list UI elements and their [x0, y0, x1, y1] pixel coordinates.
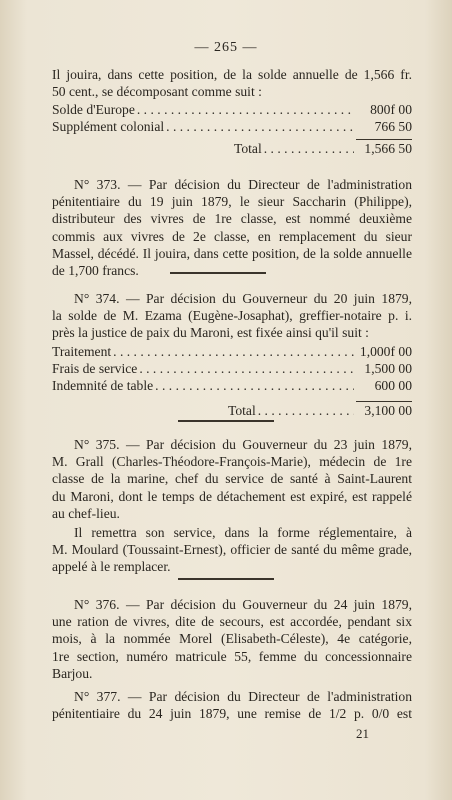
leader-dots [264, 140, 354, 157]
leader-dots [139, 360, 354, 377]
table-row [52, 377, 412, 394]
row-label: Traitement [52, 344, 112, 359]
text-line: appelé à le remplacer. [52, 559, 171, 575]
text-line: M. Grall (Charles-Théodore-François-Marie), médecin de 1re [52, 454, 412, 470]
text-line: pénitentiaire du 19 juin 1879, le sieur Saccharin (Philippe), [52, 194, 412, 210]
text-line: classe de la marine, chef du service de santé à Saint-Laurent [52, 471, 412, 487]
entry-373 [52, 176, 412, 279]
total-label: Total [228, 402, 256, 418]
row-label: Supplément colonial [52, 119, 165, 135]
text-line: du Maroni, dont le temps de détachement est expiré, est rappelé [52, 488, 412, 504]
leader-dots [155, 377, 354, 394]
text-line: de 1,700 francs. [52, 263, 139, 279]
text-line: N° 373. — Par décision du Directeur de l'administration [74, 177, 412, 192]
text-line: 1re section, numéro matricule 55, femme du concessionnaire [52, 648, 412, 664]
text-line: une ration de vivres, dite de secours, est accordée, pendant six [52, 614, 412, 630]
total-row [52, 139, 412, 157]
text-line: au chef-lieu. [52, 505, 120, 521]
total-label: Total [234, 141, 262, 157]
text-line: Il jouira, dans cette position, de la solde annuelle de 1,566 fr. [52, 67, 412, 82]
page-number: — 265 — [194, 40, 258, 55]
row-label: Frais de service [52, 361, 138, 377]
table-row [52, 101, 412, 118]
total-amount: 1,566 50 [356, 139, 412, 157]
total-amount: 3,100 00 [356, 401, 412, 419]
section-divider [170, 272, 266, 274]
table-row [52, 360, 412, 377]
text-line: mois, à la nommée Morel (Elisabeth-Céleste), 4e catégorie, [52, 631, 412, 647]
leader-dots [137, 101, 354, 118]
text-line: la solde de M. Ezama (Eugène-Josaphat), greffier-notaire p. i. [52, 308, 412, 324]
intro-salary-table [52, 101, 412, 158]
text-line: Il remettra son service, dans la forme réglementaire, à [74, 525, 412, 541]
text-line: M. Moulard (Toussaint-Ernest), officier de santé du même grade, [52, 542, 412, 558]
text-line: Barjou. [52, 665, 93, 681]
text-line: distributeur des vivres de 1re classe, est nommé deuxième [52, 211, 412, 227]
leader-dots [113, 343, 354, 360]
signature-mark: 21 [356, 726, 369, 741]
entry-375 [52, 436, 412, 576]
text-line: N° 376. — Par décision du Gouverneur du 24 juin 1879, [74, 597, 412, 612]
row-amount: 1,000f 00 [359, 344, 412, 359]
row-label: Solde d'Europe [52, 102, 135, 117]
entry-374-salary-table [52, 343, 412, 419]
total-row [52, 401, 412, 419]
leader-dots [258, 402, 354, 419]
leader-dots [166, 118, 354, 135]
text-line: N° 374. — Par décision du Gouverneur du 20 juin 1879, [74, 291, 412, 306]
row-label: Indemnité de table [52, 378, 154, 394]
entry-377 [52, 688, 412, 722]
section-divider [178, 578, 274, 580]
section-divider [178, 420, 274, 422]
row-amount: 600 00 [374, 378, 412, 394]
table-row [52, 343, 412, 360]
row-amount: 1,500 00 [364, 361, 412, 377]
entry-374 [52, 290, 412, 342]
text-line: commis aux vivres de 2e classe, en remplacement du sieur [52, 228, 412, 244]
text-line: 50 cent., se décomposant comme suit : [52, 84, 262, 100]
table-row [52, 118, 412, 135]
text-line: pénitentiaire du 24 juin 1879, une remise de 1/2 p. 0/0 est [52, 706, 412, 722]
entry-376 [52, 596, 412, 682]
row-amount: 800f 00 [370, 102, 412, 117]
text-line: Massel, décédé. Il jouira, dans cette position, de la solde annuelle [52, 245, 412, 261]
intro-paragraph [52, 66, 412, 100]
text-line: N° 377. — Par décision du Directeur de l'administration [74, 689, 412, 704]
text-line: près la justice de paix du Maroni, est fixée ainsi qu'il suit : [52, 325, 369, 341]
text-line: N° 375. — Par décision du Gouverneur du 23 juin 1879, [74, 437, 412, 452]
row-amount: 766 50 [374, 119, 412, 135]
